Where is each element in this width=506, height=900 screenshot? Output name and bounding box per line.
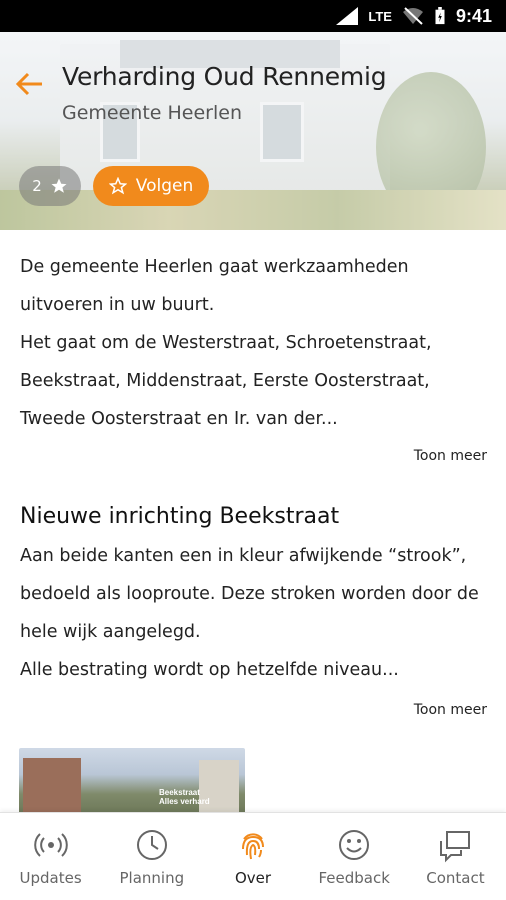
- page-title: Verharding Oud Rennemig: [62, 62, 387, 91]
- section-paragraph: Aan beide kanten een in kleur afwijkende “strook”, bedoeld als looproute. Deze stroken worden door de hele wijk aangelegd.: [20, 546, 479, 642]
- bottom-navigation: [0, 812, 506, 900]
- fingerprint-icon: [235, 827, 271, 863]
- follow-label: Volgen: [135, 176, 194, 196]
- stars-badge: [19, 166, 81, 206]
- show-more-link[interactable]: Toon meer: [413, 702, 487, 718]
- network-type: LTE: [368, 8, 392, 24]
- broadcast-icon: [33, 827, 69, 863]
- nav-label: Planning: [119, 869, 185, 887]
- back-arrow-icon[interactable]: [14, 68, 46, 100]
- section-paragraph: Alle bestrating wordt op hetzelfde niveau...: [20, 660, 399, 680]
- section-heading: Nieuwe inrichting Beekstraat: [20, 504, 340, 529]
- intro-paragraph: De gemeente Heerlen gaat werkzaamheden uitvoeren in uw buurt.: [20, 257, 409, 315]
- status-bar: [0, 0, 506, 32]
- nav-item-over[interactable]: [202, 813, 303, 900]
- page-subtitle: Gemeente Heerlen: [62, 102, 243, 124]
- nav-label: Contact: [426, 869, 485, 887]
- battery-icon: [434, 7, 446, 25]
- show-more-link[interactable]: Toon meer: [413, 448, 487, 464]
- follow-button[interactable]: [93, 166, 209, 206]
- house-shape: [23, 758, 81, 814]
- nav-item-updates[interactable]: [0, 813, 101, 900]
- stars-count: 2: [32, 177, 42, 195]
- street-sign: [159, 788, 210, 806]
- nav-label: Updates: [19, 869, 82, 887]
- intro-paragraph: Het gaat om de Westerstraat, Schroetenstraat, Beekstraat, Middenstraat, Eerste Oosterstraat, Tweede Oosterstraat en Ir. van der...: [20, 333, 432, 429]
- chat-icon: [437, 827, 473, 863]
- smiley-icon: [336, 827, 372, 863]
- sign-line: Beekstraat: [159, 788, 200, 797]
- nav-item-planning[interactable]: [101, 813, 202, 900]
- nav-item-contact[interactable]: [405, 813, 506, 900]
- section-image[interactable]: [19, 748, 245, 814]
- clock-icon: [134, 827, 170, 863]
- nav-label: Over: [234, 869, 272, 887]
- nav-item-feedback[interactable]: [304, 813, 405, 900]
- sign-line: Alles verhard: [159, 797, 210, 806]
- signal-icon: [336, 7, 358, 25]
- header-image: [0, 32, 506, 230]
- wifi-off-icon: [402, 7, 424, 25]
- star-icon: [50, 177, 68, 195]
- star-outline-icon: [109, 177, 127, 195]
- nav-label: Feedback: [318, 869, 390, 887]
- clock-time: 9:41: [455, 5, 492, 26]
